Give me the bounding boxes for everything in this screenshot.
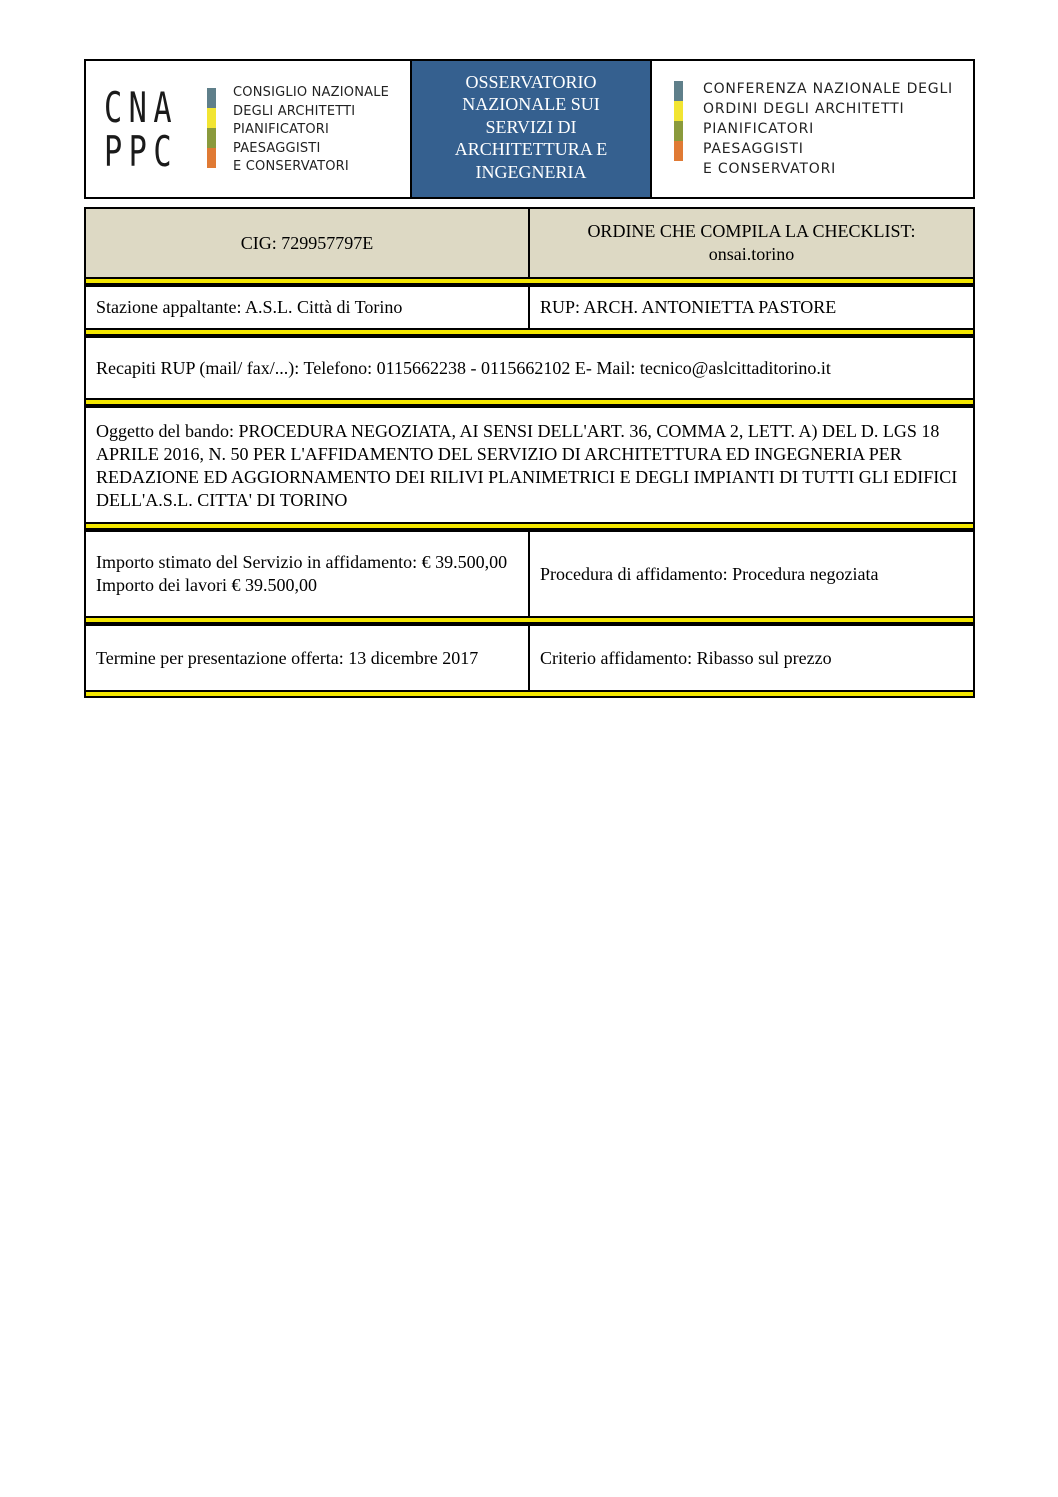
importo-cell bbox=[86, 532, 530, 616]
importo-servizio: Importo stimato del Servizio in affidamento: € 39.500,00 bbox=[96, 552, 508, 572]
logo-text bbox=[233, 84, 389, 177]
ordine-label: ORDINE CHE COMPILA LA CHECKLIST: bbox=[587, 221, 916, 241]
title-line: NAZIONALE SUI bbox=[462, 94, 600, 115]
conferenza-logo bbox=[652, 61, 973, 197]
row-separator bbox=[84, 522, 975, 530]
row-separator bbox=[84, 398, 975, 406]
procedura-affidamento: Procedura di affidamento: Procedura negoziata bbox=[540, 563, 879, 584]
logo-color-bars bbox=[207, 88, 216, 168]
importo-row bbox=[84, 530, 975, 616]
logo-text-line: PAESAGGISTI bbox=[233, 140, 321, 156]
recapiti-row bbox=[84, 336, 975, 398]
termine-cell bbox=[86, 626, 530, 690]
title-line: OSSERVATORIO bbox=[465, 71, 597, 92]
logo-color-bars bbox=[674, 81, 683, 161]
observatory-title bbox=[412, 61, 652, 197]
row-separator bbox=[84, 328, 975, 336]
logo-text-line: CONSIGLIO NAZIONALE bbox=[233, 85, 390, 100]
cig-value: CIG: 729957797E bbox=[240, 232, 374, 253]
logo-monogram-line1: CNA bbox=[104, 83, 179, 132]
logo-text-line: DEGLI ARCHITETTI bbox=[233, 103, 356, 119]
importo-lavori: Importo dei lavori € 39.500,00 bbox=[96, 575, 317, 595]
cig-row bbox=[84, 207, 975, 277]
recapiti-rup: Recapiti RUP (mail/ fax/...): Telefono: 0115662238 - 0115662102 E- Mail: tecnico@aslcittaditorino.it bbox=[96, 357, 831, 378]
oggetto-bando: Oggetto del bando: PROCEDURA NEGOZIATA, AI SENSI DELL'ART. 36, COMMA 2, LETT. A) DEL D. LGS 18 APRILE 2016, N. 50 PER L'AFFIDAMENTO DEL SERVIZIO DI ARCHITETTURA ED INGEGNERIA PER REDAZIONE ED AGGIORNAMENTO DEI RILIVI PLANIMETRICI E DEGLI IMPIANTI DI TUTTI GLI EDIFICI DELL'A.S.L. CITTA' DI TORINO bbox=[96, 421, 958, 510]
row-separator bbox=[84, 277, 975, 285]
checklist-sheet bbox=[84, 59, 975, 698]
row-separator bbox=[84, 690, 975, 698]
stazione-cell bbox=[86, 287, 530, 328]
logo-text-line: PIANIFICATORI bbox=[703, 121, 815, 137]
logo-text-line: PAESAGGISTI bbox=[703, 141, 804, 157]
logo-text-line: CONFERENZA NAZIONALE DEGLI bbox=[703, 81, 953, 97]
logo-text-line: ORDINI DEGLI ARCHITETTI bbox=[703, 101, 905, 117]
logo-text-line: E CONSERVATORI bbox=[703, 161, 837, 177]
cnappc-logo bbox=[86, 61, 412, 197]
logo-text-line: PIANIFICATORI bbox=[233, 122, 330, 137]
ordine-cell bbox=[530, 209, 973, 277]
title-line: INGEGNERIA bbox=[475, 161, 587, 182]
ordine-value: onsai.torino bbox=[708, 244, 795, 264]
logo-text bbox=[703, 79, 953, 179]
procedura-cell bbox=[530, 532, 973, 616]
oggetto-cell bbox=[86, 408, 973, 522]
stazione-appaltante: Stazione appaltante: A.S.L. Città di Torino bbox=[96, 297, 403, 317]
cig-cell bbox=[86, 209, 530, 277]
logo-monogram-line2: PPC bbox=[104, 127, 179, 176]
row-separator bbox=[84, 616, 975, 624]
stazione-row bbox=[84, 285, 975, 328]
termine-offerta: Termine per presentazione offerta: 13 dicembre 2017 bbox=[96, 647, 479, 668]
title-line: ARCHITETTURA E bbox=[454, 139, 608, 160]
logo-text-line: E CONSERVATORI bbox=[233, 159, 349, 174]
rup-name: RUP: ARCH. ANTONIETTA PASTORE bbox=[540, 297, 837, 317]
criterio-affidamento: Criterio affidamento: Ribasso sul prezzo bbox=[540, 647, 832, 668]
title-line: SERVIZI DI bbox=[485, 116, 577, 137]
termine-row bbox=[84, 624, 975, 690]
criterio-cell bbox=[530, 626, 973, 690]
recapiti-cell bbox=[86, 338, 973, 398]
rup-cell bbox=[530, 287, 973, 328]
header bbox=[84, 59, 975, 199]
oggetto-row bbox=[84, 406, 975, 522]
